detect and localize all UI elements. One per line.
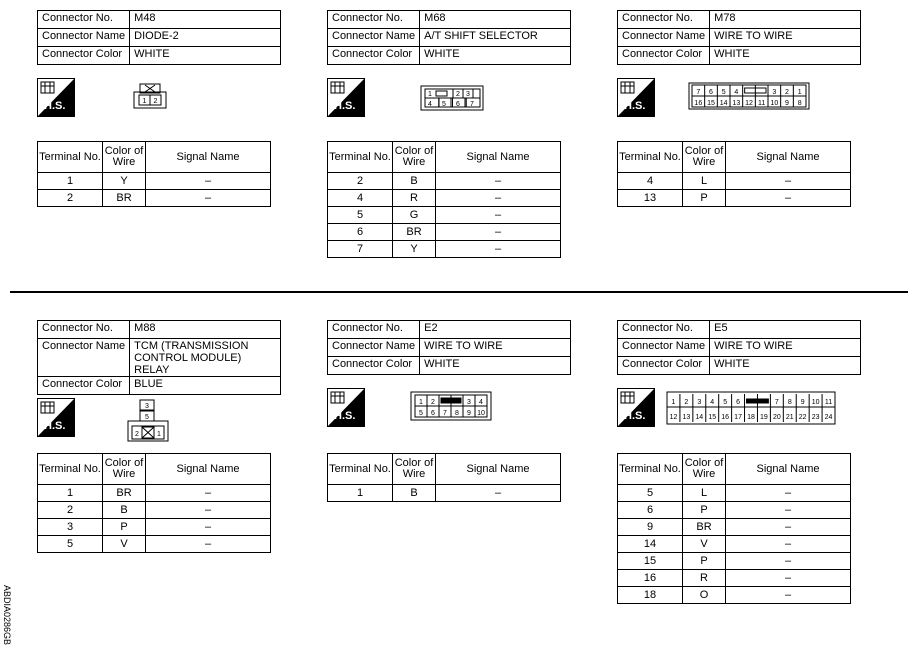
terminal-number: 6	[328, 224, 393, 241]
header-signal-name: Signal Name	[726, 142, 851, 173]
label-connector-name: Connector Name	[328, 29, 420, 47]
terminal-table	[37, 141, 271, 207]
wire-color: L	[683, 485, 726, 502]
table-row	[328, 241, 561, 258]
wire-color: P	[683, 190, 726, 207]
value-connector-color: WHITE	[130, 47, 281, 65]
pin-number: 15	[707, 100, 715, 107]
pin-number: 2	[135, 431, 139, 438]
pin-number: 3	[772, 89, 777, 96]
terminal-number: 2	[328, 173, 393, 190]
terminal-number: 15	[618, 553, 683, 570]
signal-name: –	[436, 224, 561, 241]
pin-number: 9	[800, 399, 805, 406]
pin-number: 3	[466, 91, 470, 98]
wire-color: Y	[103, 173, 146, 190]
wire-color: B	[103, 502, 146, 519]
header-signal-name: Signal Name	[436, 142, 561, 173]
pin-number: 13	[732, 100, 741, 107]
label-connector-no: Connector No.	[618, 11, 710, 29]
pin-number: 2	[456, 91, 460, 98]
pin-number: 10	[811, 399, 820, 406]
pin-number: 11	[758, 100, 766, 107]
terminal-table	[327, 141, 561, 258]
header-terminal-no: Terminal No.	[618, 454, 683, 485]
pin-number: 2	[431, 399, 435, 406]
pin-number: 3	[467, 399, 471, 406]
header-signal-name: Signal Name	[146, 454, 271, 485]
pin-number: 1	[157, 431, 161, 438]
pin-number: 1	[797, 89, 802, 96]
pin-number: 22	[798, 414, 807, 421]
signal-name: –	[146, 190, 271, 207]
connector-block-m78	[617, 10, 861, 65]
connector-block-m48	[37, 10, 281, 65]
label-connector-no: Connector No.	[38, 321, 130, 339]
value-connector-no: M78	[710, 11, 861, 29]
table-row	[618, 173, 851, 190]
terminal-number: 6	[618, 502, 683, 519]
pin-number: 12	[745, 100, 753, 107]
harness-side-icon	[327, 388, 365, 427]
table-row	[38, 173, 271, 190]
signal-name: –	[146, 502, 271, 519]
connector-info-table	[617, 320, 861, 375]
signal-name: –	[146, 173, 271, 190]
table-row	[618, 519, 851, 536]
pin-number: 1	[671, 399, 676, 406]
hs-label: H.S.	[44, 420, 66, 432]
connector-block-m68	[327, 10, 571, 65]
signal-name: –	[726, 519, 851, 536]
table-row	[38, 519, 271, 536]
header-signal-name: Signal Name	[726, 454, 851, 485]
header-color-of-wire: Color of Wire	[683, 142, 726, 173]
label-connector-name: Connector Name	[618, 29, 710, 47]
table-row	[618, 553, 851, 570]
label-connector-color: Connector Color	[38, 47, 130, 65]
terminal-number: 14	[618, 536, 683, 553]
pin-number: 13	[682, 414, 691, 421]
pin-number: 6	[456, 101, 460, 108]
terminal-number: 4	[328, 190, 393, 207]
value-connector-name: WIRE TO WIRE	[710, 339, 861, 357]
pin-number: 6	[431, 410, 435, 417]
hs-label: H.S.	[334, 100, 356, 112]
pin-number: 10	[477, 410, 485, 417]
pin-number: 1	[142, 98, 147, 105]
label-connector-no: Connector No.	[328, 321, 420, 339]
value-connector-color: WHITE	[420, 47, 571, 65]
terminal-number: 2	[38, 502, 103, 519]
value-connector-no: M68	[420, 11, 571, 29]
wire-color: B	[393, 485, 436, 502]
terminal-number: 5	[328, 207, 393, 224]
hs-label: H.S.	[44, 100, 66, 112]
connector-face-diagram	[666, 391, 838, 430]
header-terminal-no: Terminal No.	[38, 454, 103, 485]
connector-info-table	[327, 320, 571, 375]
label-connector-color: Connector Color	[328, 357, 420, 375]
signal-name: –	[436, 207, 561, 224]
pin-number: 1	[419, 399, 423, 406]
label-connector-name: Connector Name	[38, 29, 130, 47]
signal-name: –	[726, 173, 851, 190]
table-row	[618, 502, 851, 519]
harness-side-icon	[617, 78, 655, 117]
header-color-of-wire: Color of Wire	[393, 454, 436, 485]
connector-block-e2	[327, 320, 571, 375]
terminal-number: 7	[328, 241, 393, 258]
value-connector-color: BLUE	[130, 377, 281, 395]
label-connector-color: Connector Color	[328, 47, 420, 65]
pin-number: 3	[145, 403, 149, 410]
pin-number: 7	[443, 410, 447, 417]
pin-number: 14	[719, 100, 728, 107]
wire-color: R	[393, 190, 436, 207]
wire-color: P	[683, 502, 726, 519]
pin-number: 24	[824, 414, 833, 421]
harness-side-icon	[37, 398, 75, 437]
pin-number: 4	[479, 399, 483, 406]
signal-name: –	[726, 190, 851, 207]
table-row	[618, 190, 851, 207]
header-terminal-no: Terminal No.	[328, 142, 393, 173]
pin-number: 5	[419, 410, 423, 417]
connector-block-m88	[37, 320, 281, 395]
table-row	[618, 570, 851, 587]
table-row	[328, 207, 561, 224]
pin-number: 10	[770, 100, 779, 107]
pin-number: 12	[669, 414, 678, 421]
value-connector-no: E2	[420, 321, 571, 339]
harness-side-icon	[37, 78, 75, 117]
table-row	[328, 224, 561, 241]
label-connector-color: Connector Color	[618, 47, 710, 65]
value-connector-no: E5	[710, 321, 861, 339]
value-connector-color: WHITE	[710, 47, 861, 65]
value-connector-name: WIRE TO WIRE	[420, 339, 571, 357]
wire-color: P	[103, 519, 146, 536]
signal-name: –	[436, 485, 561, 502]
wire-color: V	[683, 536, 726, 553]
table-row	[618, 587, 851, 604]
signal-name: –	[146, 485, 271, 502]
pin-number: 9	[467, 410, 471, 417]
table-row	[618, 485, 851, 502]
pin-number: 7	[470, 101, 474, 108]
value-connector-color: WHITE	[710, 357, 861, 375]
pin-number: 17	[734, 414, 742, 421]
terminal-number: 1	[38, 173, 103, 190]
label-connector-color: Connector Color	[618, 357, 710, 375]
harness-side-icon	[327, 78, 365, 117]
pin-number: 2	[684, 399, 689, 406]
pin-number: 4	[428, 101, 432, 108]
terminal-number: 18	[618, 587, 683, 604]
wire-color: B	[393, 173, 436, 190]
terminal-number: 5	[38, 536, 103, 553]
wire-color: BR	[103, 190, 146, 207]
connector-info-table	[617, 10, 861, 65]
pin-number: 5	[442, 101, 446, 108]
pin-number: 1	[428, 91, 432, 98]
wire-color: Y	[393, 241, 436, 258]
pin-number: 2	[785, 89, 789, 96]
connector-face-diagram	[122, 398, 174, 449]
harness-side-icon	[617, 388, 655, 427]
label-connector-name: Connector Name	[38, 339, 130, 377]
value-connector-no: M48	[130, 11, 281, 29]
value-connector-name: WIRE TO WIRE	[710, 29, 861, 47]
pin-number: 21	[785, 414, 794, 421]
table-row	[38, 502, 271, 519]
wire-color: L	[683, 173, 726, 190]
hs-label: H.S.	[624, 410, 646, 422]
label-connector-no: Connector No.	[328, 11, 420, 29]
signal-name: –	[726, 485, 851, 502]
signal-name: –	[726, 570, 851, 587]
pin-number: 8	[455, 410, 459, 417]
pin-number: 15	[708, 414, 717, 421]
terminal-table	[617, 141, 851, 207]
connector-face-diagram	[410, 391, 492, 426]
table-row	[38, 536, 271, 553]
pin-number: 6	[736, 399, 741, 406]
wire-color: P	[683, 553, 726, 570]
connector-face-diagram	[420, 82, 486, 117]
connector-info-table	[37, 10, 281, 65]
label-connector-no: Connector No.	[618, 321, 710, 339]
connector-info-table	[37, 320, 281, 395]
section-divider	[10, 291, 908, 293]
pin-number: 6	[709, 89, 713, 96]
value-connector-name: A/T SHIFT SELECTOR	[420, 29, 571, 47]
header-signal-name: Signal Name	[146, 142, 271, 173]
pin-number: 8	[787, 399, 792, 406]
wire-color: G	[393, 207, 436, 224]
pin-number: 7	[696, 89, 701, 96]
table-row	[328, 485, 561, 502]
terminal-number: 1	[328, 485, 393, 502]
header-color-of-wire: Color of Wire	[103, 454, 146, 485]
pin-number: 3	[697, 399, 702, 406]
terminal-table	[327, 453, 561, 502]
label-connector-color: Connector Color	[38, 377, 130, 395]
terminal-number: 9	[618, 519, 683, 536]
wire-color: BR	[683, 519, 726, 536]
signal-name: –	[436, 241, 561, 258]
table-row	[328, 173, 561, 190]
signal-name: –	[146, 519, 271, 536]
pin-number: 23	[811, 414, 820, 421]
signal-name: –	[726, 502, 851, 519]
wire-color: R	[683, 570, 726, 587]
wire-color: BR	[103, 485, 146, 502]
value-connector-name: DIODE-2	[130, 29, 281, 47]
table-row	[618, 536, 851, 553]
connector-block-e5	[617, 320, 861, 375]
value-connector-no: M88	[130, 321, 281, 339]
pin-number: 4	[710, 399, 715, 406]
terminal-number: 1	[38, 485, 103, 502]
header-signal-name: Signal Name	[436, 454, 561, 485]
pin-number: 8	[797, 100, 802, 107]
value-connector-name: TCM (TRANSMISSION CONTROL MODULE) RELAY	[130, 339, 281, 377]
header-color-of-wire: Color of Wire	[683, 454, 726, 485]
signal-name: –	[146, 536, 271, 553]
pin-number: 16	[721, 414, 730, 421]
connector-face-diagram	[688, 82, 812, 115]
connector-info-table	[327, 10, 571, 65]
terminal-number: 4	[618, 173, 683, 190]
pin-number: 14	[695, 414, 704, 421]
signal-name: –	[436, 173, 561, 190]
table-row	[38, 190, 271, 207]
pin-number: 5	[721, 89, 726, 96]
value-connector-color: WHITE	[420, 357, 571, 375]
figure-code: ABDIA0286GB	[2, 585, 12, 645]
pin-number: 5	[145, 414, 149, 421]
hs-label: H.S.	[334, 410, 356, 422]
pin-number: 16	[694, 100, 703, 107]
pin-number: 4	[734, 89, 739, 96]
header-terminal-no: Terminal No.	[38, 142, 103, 173]
wire-color: V	[103, 536, 146, 553]
terminal-number: 5	[618, 485, 683, 502]
pin-number: 18	[747, 414, 755, 421]
table-row	[38, 485, 271, 502]
pin-number: 20	[772, 414, 781, 421]
pin-number: 9	[785, 100, 789, 107]
signal-name: –	[726, 536, 851, 553]
label-connector-no: Connector No.	[38, 11, 130, 29]
header-terminal-no: Terminal No.	[618, 142, 683, 173]
pin-number: 2	[153, 98, 158, 105]
signal-name: –	[436, 190, 561, 207]
wire-color: BR	[393, 224, 436, 241]
header-color-of-wire: Color of Wire	[103, 142, 146, 173]
terminal-number: 13	[618, 190, 683, 207]
pin-number: 5	[723, 399, 728, 406]
wire-color: O	[683, 587, 726, 604]
pin-number: 11	[824, 399, 833, 406]
header-terminal-no: Terminal No.	[328, 454, 393, 485]
pin-number: 7	[774, 399, 779, 406]
label-connector-name: Connector Name	[328, 339, 420, 357]
header-color-of-wire: Color of Wire	[393, 142, 436, 173]
pin-number: 19	[760, 414, 768, 421]
label-connector-name: Connector Name	[618, 339, 710, 357]
connector-face-diagram	[133, 82, 169, 115]
terminal-number: 2	[38, 190, 103, 207]
terminal-table	[617, 453, 851, 604]
terminal-number: 16	[618, 570, 683, 587]
table-row	[328, 190, 561, 207]
signal-name: –	[726, 587, 851, 604]
signal-name: –	[726, 553, 851, 570]
hs-label: H.S.	[624, 100, 646, 112]
terminal-number: 3	[38, 519, 103, 536]
terminal-table	[37, 453, 271, 553]
